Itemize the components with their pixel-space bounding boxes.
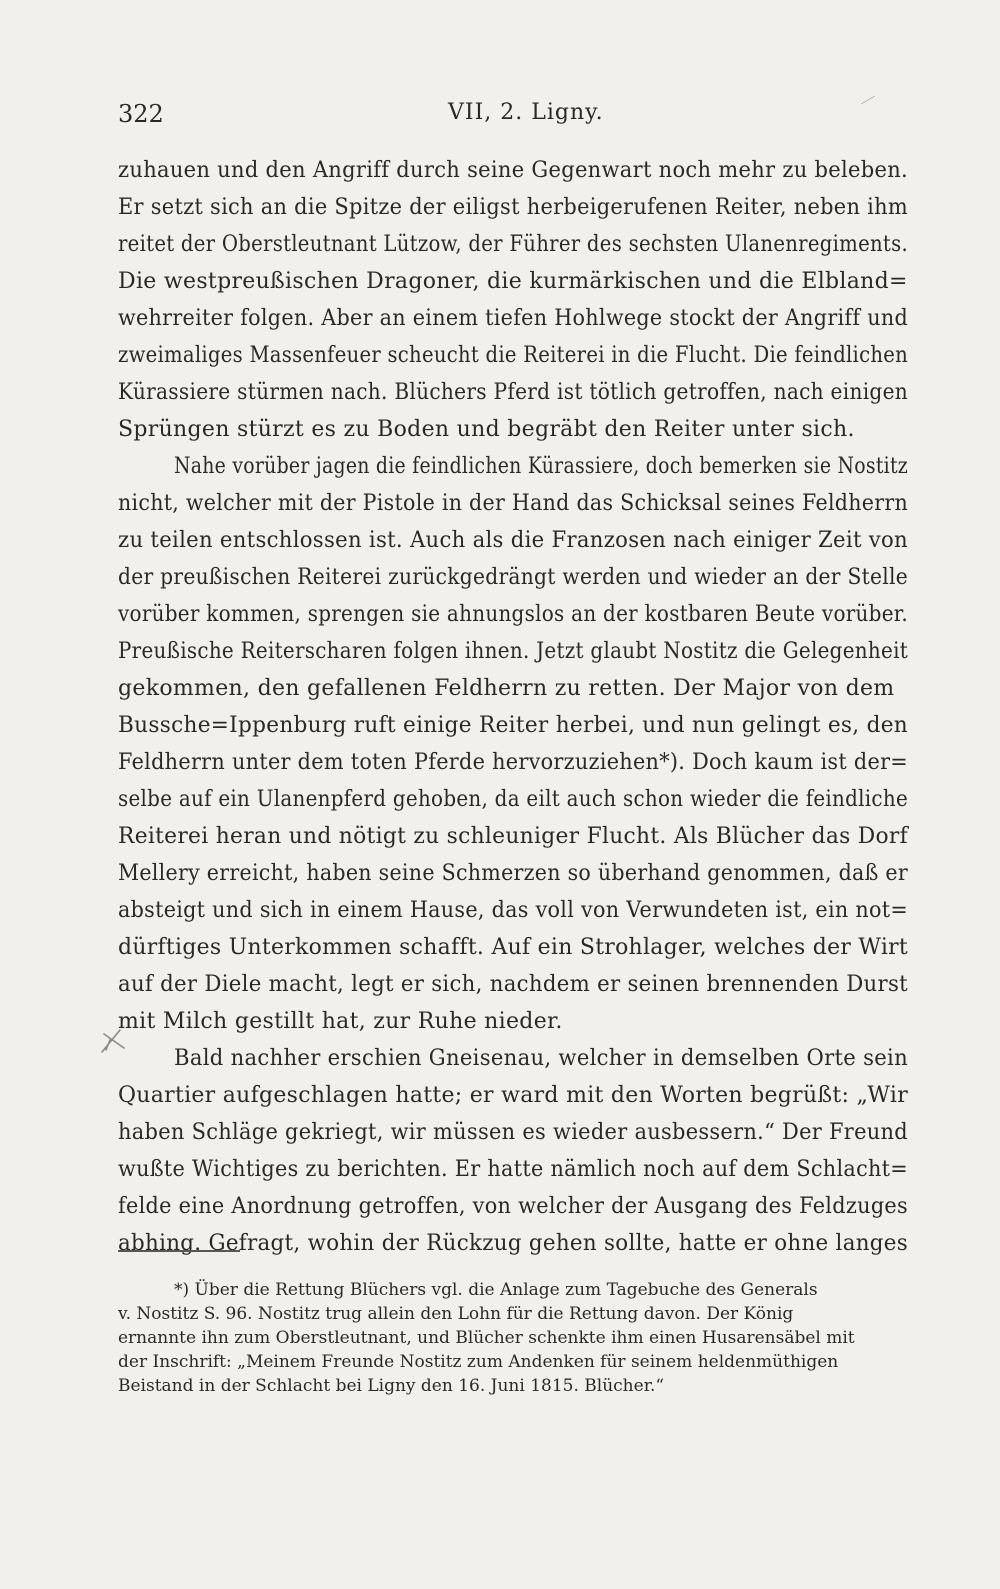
text-line: dürftiges Unterkommen schafft. Auf ein Strohlager, welches der Wirt: [118, 935, 908, 960]
text-line: absteigt und sich in einem Hause, das voll von Verwundeten ist, ein not=: [118, 898, 908, 923]
text-line: zweimaliges Massenfeuer scheucht die Reiterei in die Flucht. Die feindlichen: [118, 343, 908, 368]
text-line: abhing. Gefragt, wohin der Rückzug gehen sollte, hatte er ohne langes: [118, 1231, 908, 1256]
footnote: [118, 1278, 918, 1398]
text-line: selbe auf ein Ulanenpferd gehoben, da eilt auch schon wieder die feindliche: [118, 787, 908, 812]
text-line: zuhauen und den Angriff durch seine Gegenwart noch mehr zu beleben.: [118, 158, 908, 183]
text-line: Mellery erreicht, haben seine Schmerzen so überhand genommen, daß er: [118, 861, 908, 886]
text-line: haben Schläge gekriegt, wir müssen es wieder ausbessern.“ Der Freund: [118, 1120, 908, 1145]
text-line: zu teilen entschlossen ist. Auch als die Franzosen nach einiger Zeit von: [118, 528, 908, 553]
footnote-line: ernannte ihn zum Oberstleutnant, und Blücher schenkte ihm einen Husarensäbel mit: [118, 1328, 855, 1348]
paragraph-start-line: Bald nachher erschien Gneisenau, welcher in demselben Orte sein: [174, 1046, 908, 1071]
text-line: wußte Wichtiges zu berichten. Er hatte nämlich noch auf dem Schlacht=: [118, 1157, 908, 1182]
text-line: Kürassiere stürmen nach. Blüchers Pferd ist tötlich getroffen, nach einigen: [118, 380, 908, 405]
running-head: VII, 2. Ligny.: [448, 100, 604, 125]
text-line: felde eine Anordnung getroffen, von welcher der Ausgang des Feldzuges: [118, 1194, 908, 1219]
footnote-line: der Inschrift: „Meinem Freunde Nostitz zum Andenken für seinem heldenmüthigen: [118, 1352, 839, 1372]
text-line: nicht, welcher mit der Pistole in der Hand das Schicksal seines Feldherrn: [118, 491, 908, 516]
pencil-tick-mark: [860, 95, 876, 105]
footnote-line: Beistand in der Schlacht bei Ligny den 16. Juni 1815. Blücher.“: [118, 1376, 665, 1396]
text-line: mit Milch gestillt hat, zur Ruhe nieder.: [118, 1009, 563, 1034]
paragraph-start-line: Nahe vorüber jagen die feindlichen Kürassiere, doch bemerken sie Nostitz: [174, 454, 908, 479]
text-line: Bussche=Ippenburg ruft einige Reiter herbei, und nun gelingt es, den: [118, 713, 908, 738]
text-line: Die westpreußischen Dragoner, die kurmärkischen und die Elbland=: [118, 269, 908, 294]
text-line: Reiterei heran und nötigt zu schleuniger Flucht. Als Blücher das Dorf: [118, 824, 908, 849]
pencil-cross-mark: [98, 1026, 128, 1056]
text-line: auf der Diele macht, legt er sich, nachdem er seinen brennenden Durst: [118, 972, 908, 997]
footnote-line: *) Über die Rettung Blüchers vgl. die Anlage zum Tagebuche des Generals: [174, 1280, 818, 1300]
body-text: [118, 152, 918, 1262]
page-header: [118, 100, 908, 140]
page-number: 322: [118, 100, 164, 128]
text-line: vorüber kommen, sprengen sie ahnungslos an der kostbaren Beute vorüber.: [118, 602, 908, 627]
text-line: wehrreiter folgen. Aber an einem tiefen Hohlwege stockt der Angriff und: [118, 306, 908, 331]
text-line: reitet der Oberstleutnant Lützow, der Führer des sechsten Ulanenregiments.: [118, 232, 908, 257]
text-line: Quartier aufgeschlagen hatte; er ward mit den Worten begrüßt: „Wir: [118, 1083, 908, 1108]
text-line: der preußischen Reiterei zurückgedrängt werden und wieder an der Stelle: [118, 565, 908, 590]
text-line: Er setzt sich an die Spitze der eiligst herbeigerufenen Reiter, neben ihm: [118, 195, 908, 220]
text-line: Feldherrn unter dem toten Pferde hervorzuziehen*). Doch kaum ist der=: [118, 750, 908, 775]
footnote-rule: [118, 1250, 240, 1252]
text-line: Sprüngen stürzt es zu Boden und begräbt den Reiter unter sich.: [118, 417, 855, 442]
text-line: gekommen, den gefallenen Feldherrn zu retten. Der Major von dem: [118, 676, 895, 701]
footnote-line: v. Nostitz S. 96. Nostitz trug allein den Lohn für die Rettung davon. Der König: [118, 1304, 794, 1324]
text-line: Preußische Reiterscharen folgen ihnen. Jetzt glaubt Nostitz die Gelegenheit: [118, 639, 908, 664]
